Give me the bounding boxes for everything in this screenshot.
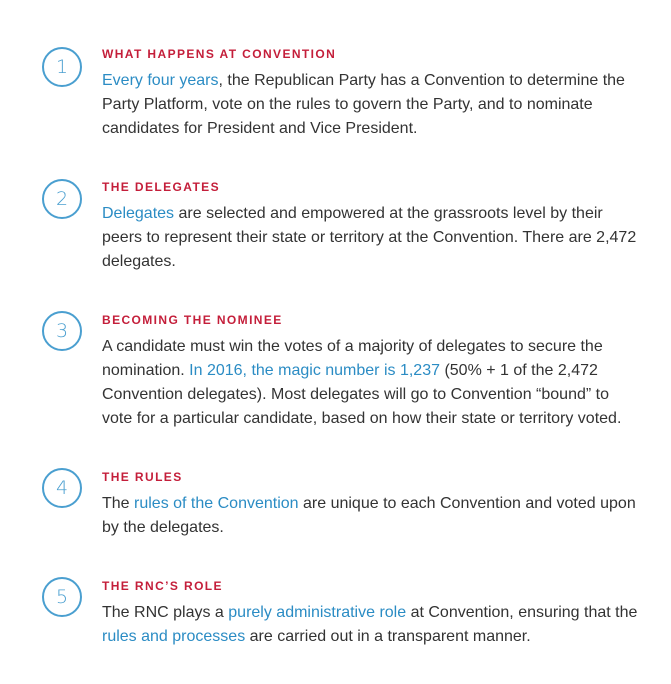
step-number: 2 (55, 188, 69, 210)
step-body (102, 335, 642, 431)
step-body-text: (50% + 1 of the 2,472 Convention delegates). Most delegates will go to Convention “bound” to vote for a particular candidate, based on how their state or territory voted. (102, 362, 622, 427)
step-body-text: at Convention, ensuring that the (406, 604, 638, 621)
step-body-text: are selected and empowered at the grassroots level by their peers to represent their state or territory at the Convention. There are 2,472 delegates. (102, 205, 637, 270)
rules-and-processes-link[interactable]: rules and processes (102, 628, 246, 645)
rules-of-convention-link[interactable]: rules of the Convention (134, 495, 299, 512)
step-number-circle (42, 47, 82, 87)
step-body (102, 202, 642, 274)
step-body (102, 69, 642, 141)
step-heading: WHAT HAPPENS AT CONVENTION (102, 47, 337, 61)
step-body-text: are unique to each Convention and voted upon by the delegates. (102, 495, 636, 536)
administrative-role-link[interactable]: purely administrative role (228, 604, 407, 621)
every-four-years-link[interactable]: Every four years (102, 72, 219, 89)
step-number-circle (42, 179, 82, 219)
step-number: 5 (55, 586, 69, 608)
step-number-circle (42, 468, 82, 508)
delegates-link[interactable]: Delegates (102, 205, 175, 222)
step-body-text: are carried out in a transparent manner. (245, 628, 531, 645)
step-body (102, 601, 642, 649)
step-number: 4 (55, 477, 69, 499)
step-number-circle (42, 577, 82, 617)
step-heading: THE RNC’S ROLE (102, 579, 223, 593)
step-heading: BECOMING THE NOMINEE (102, 313, 283, 327)
step-body (102, 492, 642, 540)
step-heading: THE DELEGATES (102, 180, 220, 194)
step-body-text: The RNC plays a (102, 604, 229, 621)
step-number: 3 (55, 320, 69, 342)
step-body-text: A candidate must win the votes of a majority of delegates to secure the nomination. (102, 338, 603, 379)
magic-number-link[interactable]: In 2016, the magic number is 1,237 (189, 362, 440, 379)
step-body-text: The (102, 495, 135, 512)
step-number: 1 (55, 56, 69, 78)
step-number-circle (42, 311, 82, 351)
step-heading: THE RULES (102, 470, 183, 484)
step-body-text: , the Republican Party has a Convention to determine the Party Platform, vote on the rules to govern the Party, and to nominate candidates for President and Vice President. (102, 72, 625, 137)
